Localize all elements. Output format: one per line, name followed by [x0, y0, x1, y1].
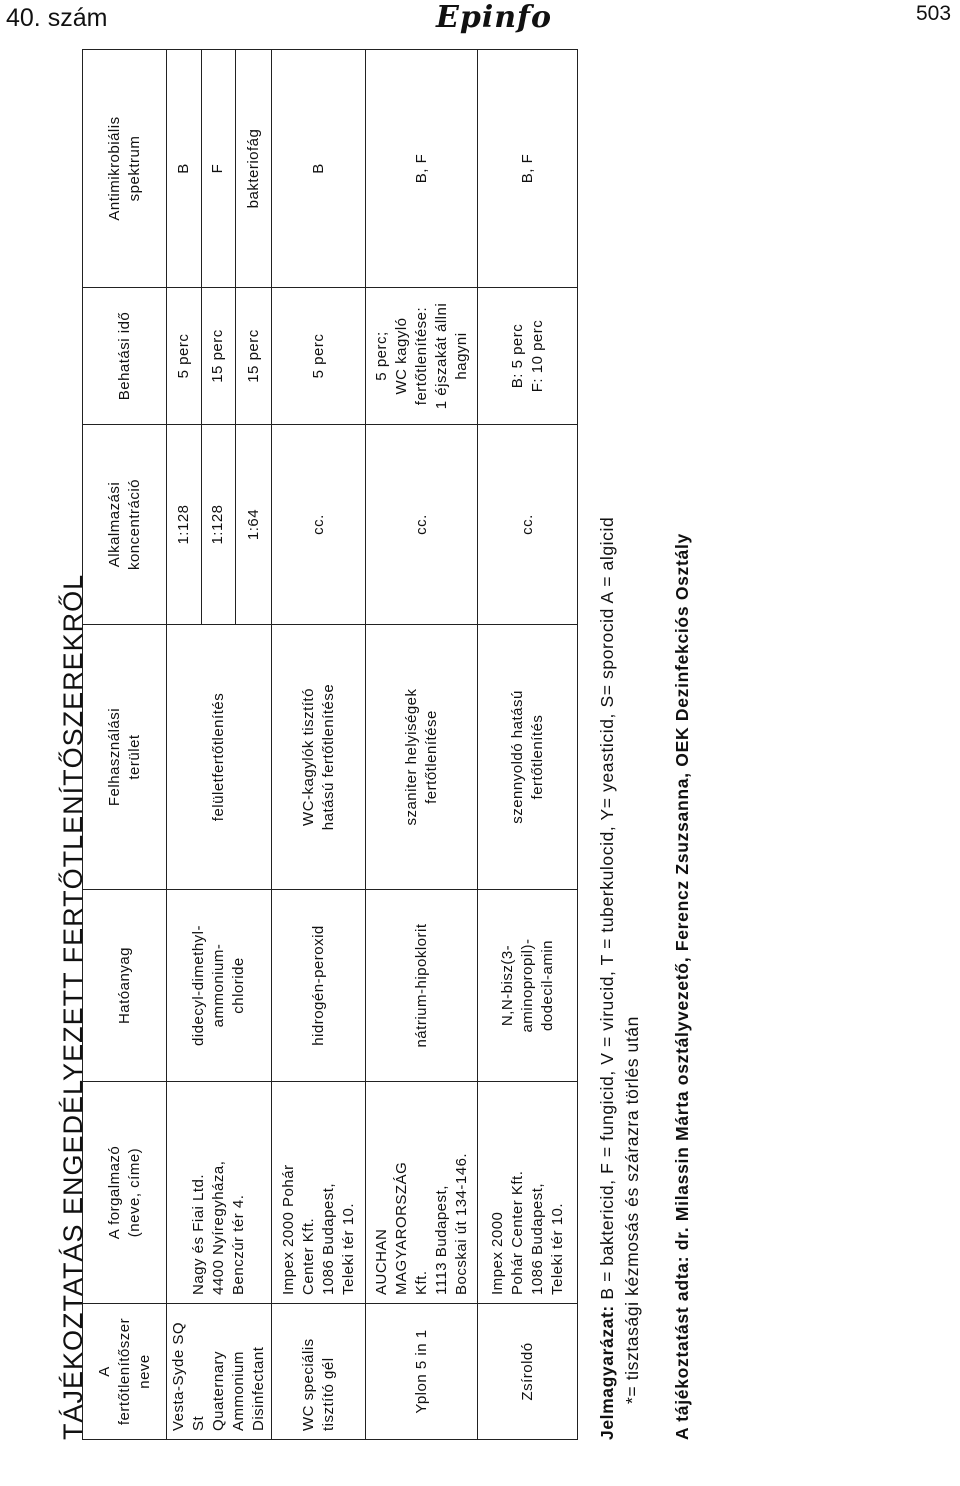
page-number: 503 [916, 2, 952, 25]
cell-time: 15 perc [201, 288, 236, 425]
cell-spectrum: bakteriofág [236, 50, 272, 288]
epinfo-logo: Epinfo [436, 0, 552, 35]
header-concentration: Alkalmazási koncentráció [83, 425, 167, 625]
cell-time: 15 perc [236, 288, 272, 425]
disinfectant-table [82, 49, 578, 1440]
cell-spectrum: F [201, 50, 236, 288]
cell-time: 5 perc [167, 288, 202, 425]
legend [597, 517, 618, 1440]
cell-concentration: cc. [366, 425, 478, 625]
table-row [478, 50, 578, 1440]
table-row [167, 50, 202, 1440]
header-distributor: A forgalmazó (neve, címe) [83, 1082, 167, 1304]
rotated-page-content [50, 50, 750, 1440]
header-usage: Felhasználási terület [83, 625, 167, 890]
legend-note: *= tisztasági kézmosás és szárazra törlés után [622, 1016, 642, 1404]
cell-name: Yplon 5 in 1 [366, 1304, 478, 1440]
cell-concentration: cc. [478, 425, 578, 625]
cell-spectrum: B [272, 50, 366, 288]
cell-name: Zsíroldó [478, 1304, 578, 1440]
cell-spectrum: B [167, 50, 202, 288]
cell-time: 5 perc [272, 288, 366, 425]
cell-name: WC speciális tisztító gél [272, 1304, 366, 1440]
legend-text: B = baktericid, F = fungicid, V = virucid, T = tuberkulocid, Y= yeasticid, S= sporocid A = algicid [597, 516, 617, 1300]
cell-distributor: Nagy és Fiai Ltd. 4400 Nyíregyháza, Benczúr tér 4. [167, 1082, 272, 1304]
cell-distributor: AUCHAN MAGYARORSZÁG Kft. 1113 Budapest, Bocskai út 134-146. [366, 1082, 478, 1304]
cell-agent: nátrium-hipoklorit [366, 890, 478, 1082]
credit-line: A tájékoztatást adta: dr. Milassin Márta osztályvezető, Ferencz Zsuzsanna, OEK Dezinfekciós Osztály [672, 533, 692, 1440]
table-row [366, 50, 478, 1440]
cell-usage: felületfertőtlenítés [167, 625, 272, 890]
issue-number: 40. szám [6, 4, 108, 32]
cell-time: 5 perc; WC kagyló fertőtlenítése: 1 éjszakát állni hagyni [366, 288, 478, 425]
cell-usage: WC-kagylók tisztító hatású fertőtlenítése [272, 625, 366, 890]
cell-usage: szaniter helyiségek fertőtlenítése [366, 625, 478, 890]
cell-concentration: 1:64 [236, 425, 272, 625]
cell-spectrum: B, F [478, 50, 578, 288]
cell-concentration: 1:128 [167, 425, 202, 625]
header-time: Behatási idő [83, 288, 167, 425]
cell-agent: hidrogén-peroxid [272, 890, 366, 1082]
table-header-row [83, 50, 167, 1440]
cell-distributor: Impex 2000 Pohár Center Kft. 1086 Budapest, Teleki tér 10. [272, 1082, 366, 1304]
legend-label: Jelmagyarázat: [597, 1305, 617, 1440]
cell-spectrum: B, F [366, 50, 478, 288]
cell-agent: N,N-bisz(3- aminopropil)- dodecil-amin [478, 890, 578, 1082]
header-spectrum: Antimikrobiális spektrum [83, 50, 167, 288]
cell-name: Vesta-Syde SQ St Quaternary Ammonium Disinfectant [167, 1304, 272, 1440]
cell-time: B: 5 perc F: 10 perc [478, 288, 578, 425]
table-row [272, 50, 366, 1440]
header-name: A fertőtlenítőszer neve [83, 1304, 167, 1440]
cell-concentration: 1:128 [201, 425, 236, 625]
cell-usage: szennyoldó hatású fertőtlenítés [478, 625, 578, 890]
page-title: TÁJÉKOZTATÁS ENGEDÉLYEZETT FERTŐTLENÍTŐSZEREKRŐL [58, 573, 88, 1440]
cell-agent: didecyl-dimethyl- ammonium- chloride [167, 890, 272, 1082]
cell-concentration: cc. [272, 425, 366, 625]
cell-distributor: Impex 2000 Pohár Center Kft. 1086 Budapest, Teleki tér 10. [478, 1082, 578, 1304]
header-agent: Hatóanyag [83, 890, 167, 1082]
